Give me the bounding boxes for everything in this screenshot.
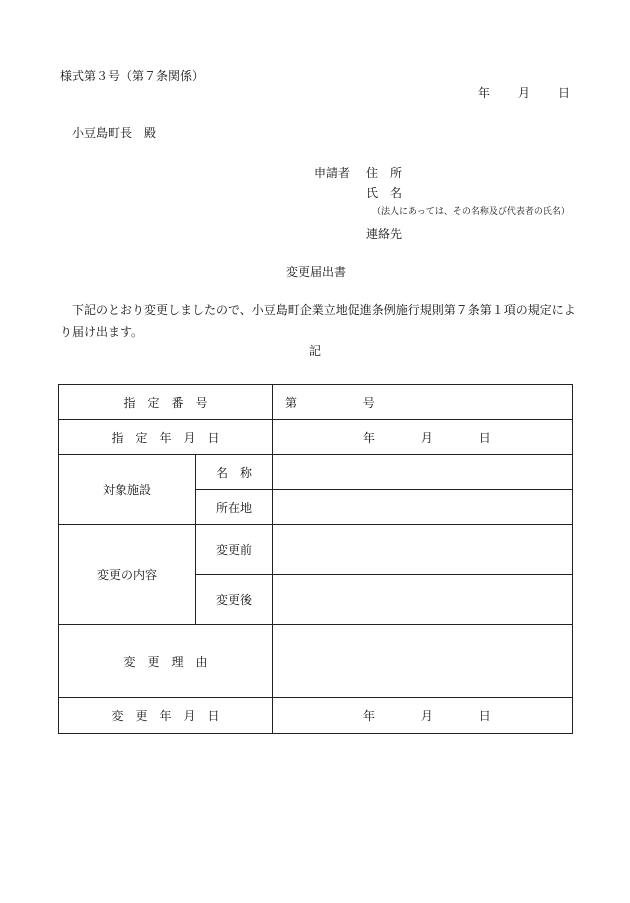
row-facility-name	[59, 455, 573, 490]
facility-location-label: 所在地	[196, 490, 273, 525]
change-date-month: 月	[420, 709, 433, 723]
body-text	[60, 299, 580, 343]
designation-date-year: 年	[363, 430, 376, 445]
facility-name-label: 名 称	[196, 455, 273, 490]
change-date-label: 変 更 年 月 日	[59, 698, 273, 734]
change-date-field[interactable]	[273, 698, 573, 734]
applicant-name-label: 氏 名	[366, 186, 403, 200]
row-designation-date	[59, 420, 573, 455]
change-after-field[interactable]	[273, 575, 573, 625]
designation-date-field[interactable]	[273, 420, 573, 455]
applicant-label: 申請者	[314, 166, 351, 180]
form-table	[58, 384, 573, 734]
applicant-name-note: （法人にあっては、その名称及び代表者の氏名）	[372, 207, 570, 217]
row-change-date	[59, 698, 573, 734]
facility-label: 対象施設	[59, 455, 196, 525]
change-content-label: 変更の内容	[59, 525, 196, 625]
designation-number-label: 指 定 番 号	[59, 385, 273, 420]
change-before-label: 変更前	[196, 525, 273, 575]
designation-date-day: 日	[478, 430, 491, 445]
applicant-contact-label: 連絡先	[366, 227, 403, 241]
row-designation-number	[59, 385, 573, 420]
row-change-reason	[59, 625, 573, 698]
designation-number-prefix: 第	[285, 395, 298, 410]
change-reason-field[interactable]	[273, 625, 573, 698]
facility-name-field[interactable]	[273, 455, 573, 490]
date-year: 年	[478, 86, 491, 100]
form-number: 様式第３号（第７条関係）	[60, 69, 205, 83]
applicant-address-label: 住 所	[366, 166, 403, 180]
designation-number-field[interactable]	[273, 385, 573, 420]
designation-number-suffix: 号	[362, 395, 375, 410]
change-date-year: 年	[363, 709, 376, 723]
date-day: 日	[558, 86, 571, 100]
designation-date-month: 月	[420, 430, 433, 445]
change-before-field[interactable]	[273, 525, 573, 575]
date-month: 月	[518, 86, 531, 100]
change-reason-label: 変 更 理 由	[59, 625, 273, 698]
row-change-before	[59, 525, 573, 575]
body-text-content: 下記のとおり変更しましたので、小豆島町企業立地促進条例施行規則第７条第１項の規定により届け出ます。	[60, 303, 576, 339]
designation-date-label: 指 定 年 月 日	[59, 420, 273, 455]
change-after-label: 変更後	[196, 575, 273, 625]
change-date-day: 日	[478, 709, 491, 723]
facility-location-field[interactable]	[273, 490, 573, 525]
ki-label: 記	[309, 344, 322, 358]
document-title: 変更届出書	[286, 265, 347, 279]
addressee: 小豆島町長 殿	[72, 126, 157, 140]
